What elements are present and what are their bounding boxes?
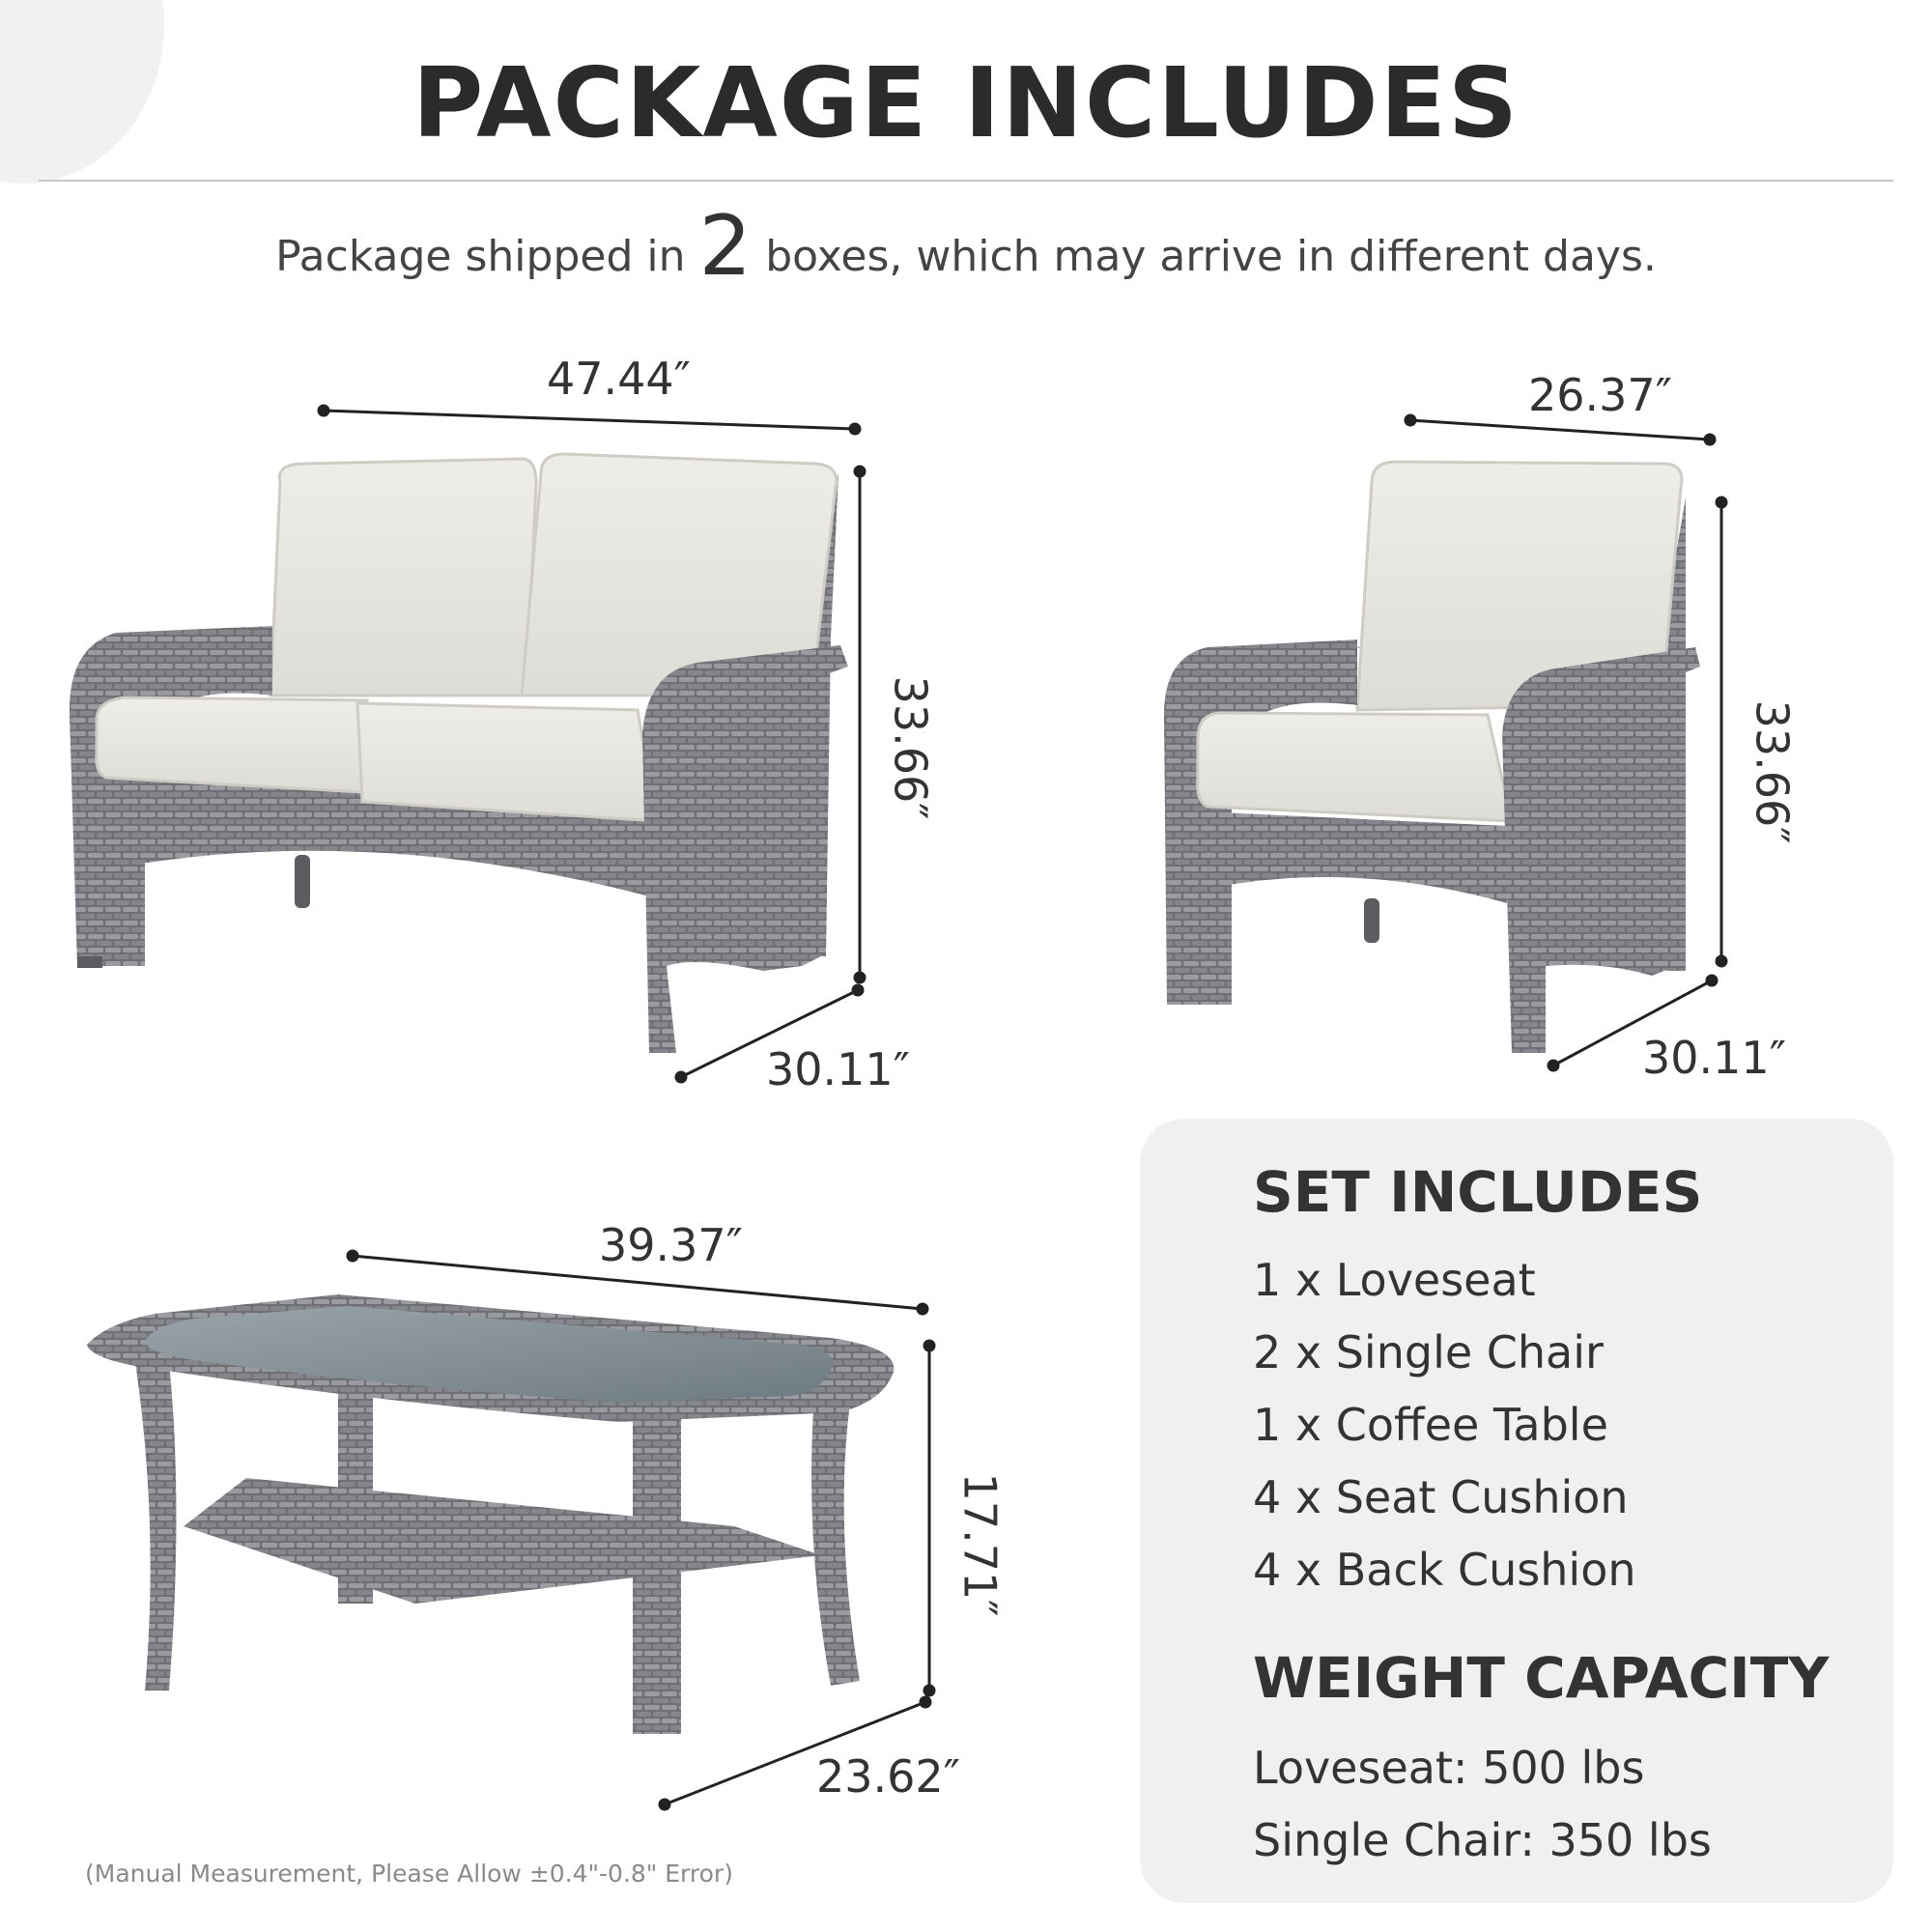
set-item: 1 x Loveseat [1253, 1254, 1536, 1306]
table-illustration [87, 1294, 894, 1734]
set-item: 2 x Single Chair [1253, 1326, 1604, 1378]
loveseat-width-label: 47.44″ [547, 353, 691, 405]
set-includes-heading: SET INCLUDES [1253, 1159, 1703, 1225]
measurement-footnote: (Manual Measurement, Please Allow ±0.4"-0.8" Error) [85, 1860, 733, 1888]
table-depth-label: 23.62″ [816, 1750, 960, 1803]
weight-item: Single Chair: 350 lbs [1253, 1814, 1712, 1866]
chair-height-label: 33.66″ [1746, 699, 1799, 844]
loveseat-illustration [70, 454, 848, 1053]
set-item: 4 x Seat Cushion [1253, 1471, 1629, 1523]
shipping-note-suffix: boxes, which may arrive in different days. [765, 232, 1657, 281]
chair-width-label: 26.37″ [1528, 369, 1672, 421]
info-panel [1140, 1119, 1893, 1903]
table-height-label: 17.71″ [953, 1472, 1007, 1617]
weight-capacity-heading: WEIGHT CAPACITY [1253, 1645, 1830, 1711]
weight-item: Loveseat: 500 lbs [1253, 1742, 1645, 1794]
shipping-note-prefix: Package shipped in [275, 232, 686, 281]
set-item: 4 x Back Cushion [1253, 1544, 1636, 1596]
chair-illustration [1164, 462, 1700, 1053]
box-count: 2 [698, 198, 753, 295]
page-title: PACKAGE INCLUDES [412, 46, 1520, 159]
set-item: 1 x Coffee Table [1253, 1399, 1608, 1451]
loveseat-height-label: 33.66″ [884, 675, 937, 820]
table-width-label: 39.37″ [599, 1219, 743, 1271]
loveseat-depth-label: 30.11″ [766, 1043, 910, 1095]
chair-depth-label: 30.11″ [1642, 1032, 1786, 1084]
